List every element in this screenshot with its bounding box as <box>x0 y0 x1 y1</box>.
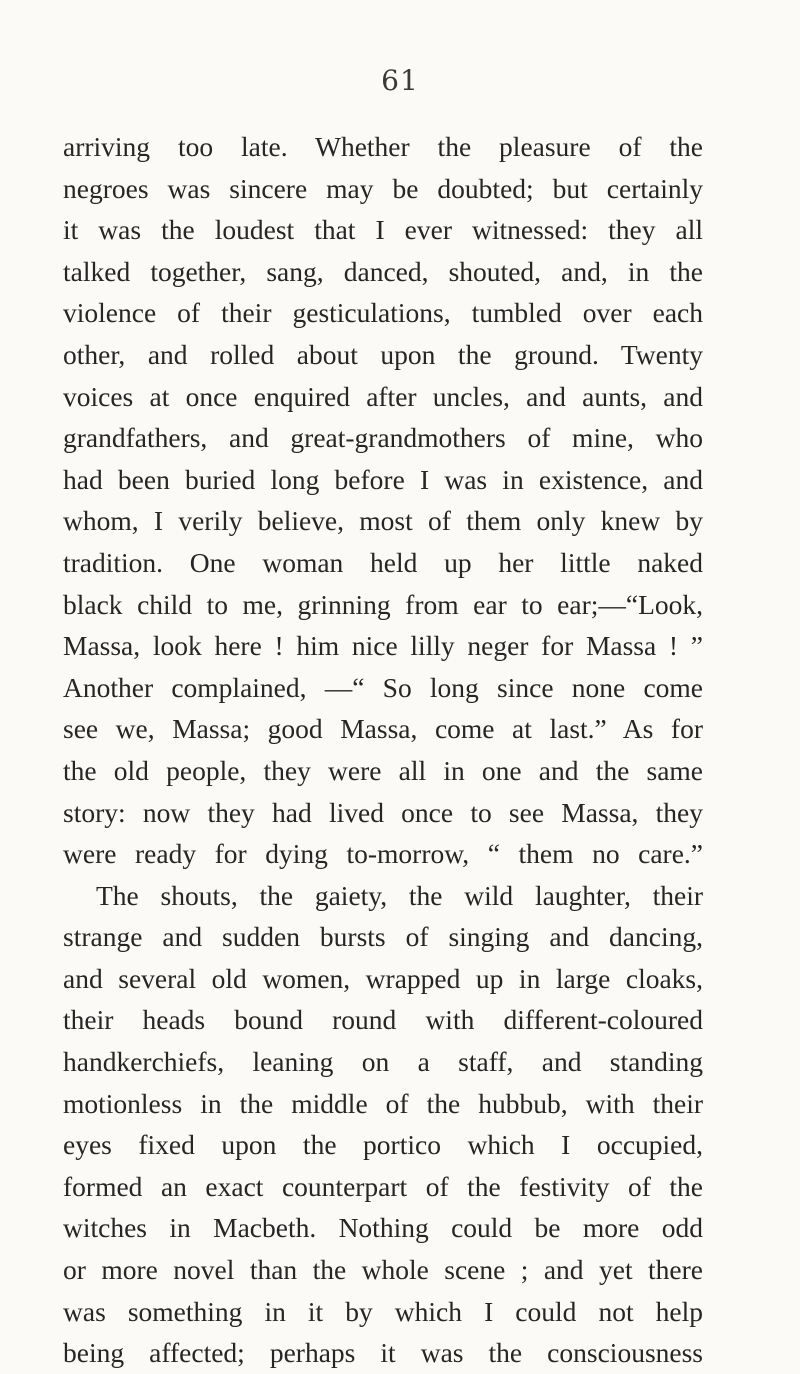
text-line: handkerchiefs, leaning on a staff, and standing <box>63 1046 703 1078</box>
text-line: arriving too late. Whether the pleasure of the <box>63 131 703 162</box>
text-line: the old people, they were all in one and the same <box>63 754 703 786</box>
text-line: formed an exact counterpart of the festivity of the <box>63 1170 703 1202</box>
text-line: see we, Massa; good Massa, come at last.” As for <box>63 713 703 745</box>
text-line: talked together, sang, danced, shouted, and, in the <box>63 255 703 287</box>
text-line: had been buried long before I was in existence, and <box>63 463 703 495</box>
text-line: tradition. One woman held up her little naked <box>63 546 703 578</box>
text-line: Massa, look here ! him nice lilly neger for Massa ! ” <box>63 630 703 662</box>
text-line: and several old women, wrapped up in large cloaks, <box>63 962 703 994</box>
text-line: being affected; perhaps it was the consciousness <box>63 1337 703 1369</box>
text-line: other, and rolled about upon the ground. Twenty <box>63 338 703 370</box>
text-line: story: now they had lived once to see Massa, they <box>63 796 703 828</box>
text-line: voices at once enquired after uncles, and aunts, and <box>63 380 703 412</box>
text-line: motionless in the middle of the hubbub, with their <box>63 1087 703 1119</box>
text-line: witches in Macbeth. Nothing could be more odd <box>63 1212 703 1244</box>
text-line: violence of their gesticulations, tumbled over each <box>63 297 703 329</box>
text-line: strange and sudden bursts of singing and dancing, <box>63 921 703 953</box>
text-line: was something in it by which I could not help <box>63 1295 703 1327</box>
text-line: their heads bound round with different-coloured <box>63 1004 703 1036</box>
text-line: or more novel than the whole scene ; and yet there <box>63 1254 703 1286</box>
text-line: whom, I verily believe, most of them only knew by <box>63 505 703 537</box>
text-line: negroes was sincere may be doubted; but certainly <box>63 172 703 204</box>
text-line: eyes fixed upon the portico which I occupied, <box>63 1129 703 1161</box>
text-line: The shouts, the gaiety, the wild laughter, their <box>96 879 703 911</box>
text-line: Another complained, —“ So long since none come <box>63 671 703 703</box>
text-line: it was the loudest that I ever witnessed: they all <box>63 214 703 246</box>
page-number: 61 <box>381 64 419 97</box>
text-line: black child to me, grinning from ear to ear;—“Look, <box>63 588 703 620</box>
body-text <box>63 126 703 1374</box>
text-line: were ready for dying to-morrow, “ them no care.” <box>63 838 703 870</box>
text-line: grandfathers, and great-grandmothers of mine, who <box>63 422 703 454</box>
